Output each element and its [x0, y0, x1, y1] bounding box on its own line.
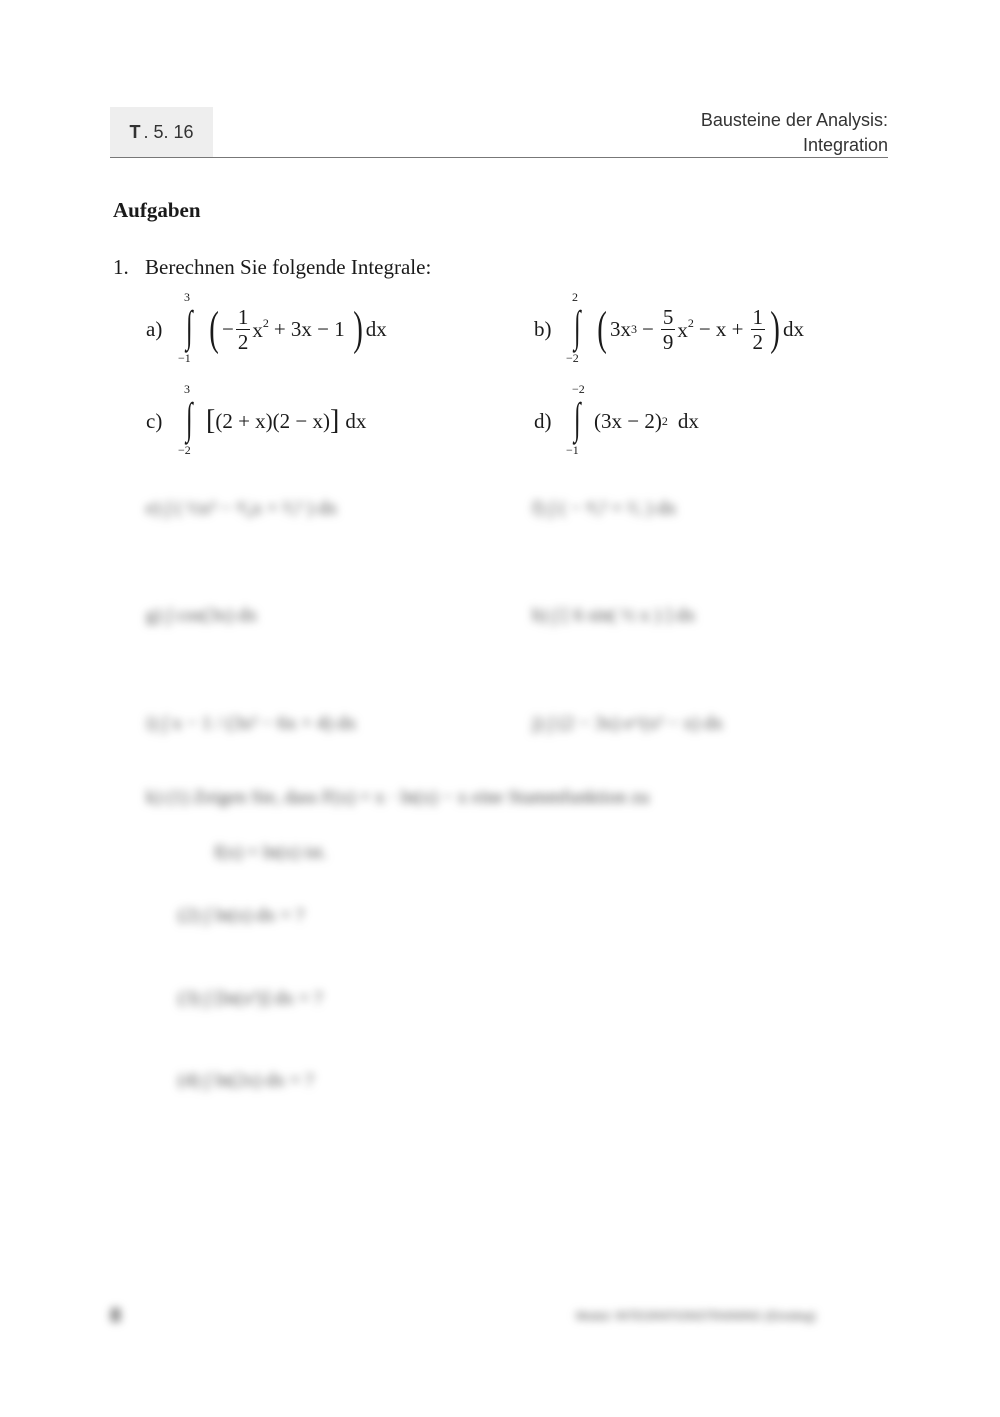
- subject-line-1: Bausteine der Analysis:: [700, 110, 888, 130]
- upper-limit-d: −2: [572, 382, 585, 396]
- subject-header: [701, 108, 888, 158]
- upper-limit-a: 3: [184, 290, 190, 304]
- exponent-d: 2: [661, 413, 668, 428]
- fraction-b2-num: 1: [752, 304, 764, 329]
- task-intro: [113, 255, 431, 280]
- problem-f-blurred: f) ∫ ( − ⁴⁄ₓ² + ²⁄ₓ ) dx: [532, 498, 677, 519]
- problem-i-blurred: i) ∫ x − 1 / (3x² − 6x + 4) dx: [146, 713, 357, 734]
- problem-a-label: a): [146, 316, 163, 341]
- fraction-b1: [661, 305, 676, 354]
- lower-limit-c: −2: [178, 443, 191, 457]
- problem-d-label: d): [534, 408, 552, 433]
- page-number: 8: [110, 1305, 122, 1327]
- task-text: Berechnen Sie folgende Integrale:: [145, 255, 432, 279]
- term-minus-a: −: [221, 316, 234, 341]
- lower-limit-a: −1: [178, 351, 191, 365]
- footer-text: Modul: INTEGRATIONSTRAINING (Einstieg): [576, 1309, 816, 1323]
- problem-e-blurred: e) ∫ ( ½x³ − ⁴⁄₉x + ³⁄ₓ² ) dx: [146, 498, 338, 519]
- integral-sign-d: ∫ −2 −1: [566, 382, 585, 457]
- fraction-a-den: 2: [237, 329, 249, 354]
- subject-line-2: Integration: [802, 135, 888, 155]
- term-mid-b: − x +: [698, 316, 744, 341]
- problem-g-blurred: g) ∫ cos(3x) dx: [146, 605, 258, 626]
- fraction-b2: [751, 305, 766, 354]
- page-code-number: . 5. 16: [143, 122, 194, 142]
- integral-sign-c: ∫ 3 −2: [178, 382, 193, 457]
- page-code-badge: [110, 107, 213, 158]
- integral-sign-a: ∫ 3 −1: [178, 290, 193, 365]
- problem-k1b-blurred: f(x) = ln(x) ist.: [214, 842, 328, 863]
- fraction-b1-den: 9: [662, 329, 674, 354]
- fraction-a-num: 1: [237, 304, 249, 329]
- fraction-b1-num: 5: [662, 304, 674, 329]
- problem-k2-blurred: (2) ∫ ln(x) dx = ?: [178, 905, 305, 926]
- header-rule: [110, 157, 888, 158]
- upper-limit-c: 3: [184, 382, 190, 396]
- dx-c: dx: [345, 408, 367, 433]
- term-rest-a: + 3x − 1: [273, 316, 345, 341]
- fraction-a: [236, 305, 251, 354]
- problem-k4-blurred: (4) ∫ ln(2x) dx = ?: [178, 1070, 314, 1091]
- integral-sign-b: ∫ 2 −2: [566, 290, 581, 365]
- term-lead-b: 3x: [609, 316, 631, 341]
- problem-c: c) ∫ 3 −2 [ (2 + x)(2 − x) ] dx: [146, 382, 367, 457]
- problem-b: b) ∫ 2 −2 ( 3x 3 − $\frac{5}{9}$ $x^2$ − x + $\frac{1}{2}$ ) dx: [534, 290, 804, 365]
- body-c: (2 + x)(2 − x): [215, 408, 330, 433]
- upper-limit-b: 2: [572, 290, 578, 304]
- section-title: Aufgaben: [113, 198, 201, 222]
- problem-b-label: b): [534, 316, 552, 341]
- problem-c-label: c): [146, 408, 163, 433]
- problem-d: [534, 382, 699, 457]
- page-code-prefix: T: [129, 122, 141, 142]
- body-d: (3x − 2): [594, 408, 662, 433]
- problem-a: a) ∫ 3 −1 ( − $\frac{1}{2}$ $x^2$ + 3x − 1 ) dx: [146, 290, 387, 365]
- problem-j-blurred: j) ∫ (2 − 3x) e^(x² − x) dx: [532, 713, 724, 734]
- dx-a: dx: [365, 316, 387, 341]
- problem-k1-blurred: k) (1) Zeigen Sie, dass F(x) = x · ln(x) − x eine Stammfunktion zu: [146, 787, 650, 808]
- lower-limit-b: −2: [566, 351, 579, 365]
- fraction-b2-den: 2: [752, 329, 764, 354]
- problem-k3-blurred: (3) ∫ [ln(x²)] dx = ?: [178, 988, 323, 1009]
- dx-d: dx: [677, 408, 699, 433]
- lower-limit-d: −1: [566, 443, 579, 457]
- task-number: 1.: [113, 255, 129, 279]
- dx-b: dx: [783, 316, 804, 341]
- problem-h-blurred: h) ∫ [ 6 sin( ½ x ) ] dx: [532, 605, 696, 626]
